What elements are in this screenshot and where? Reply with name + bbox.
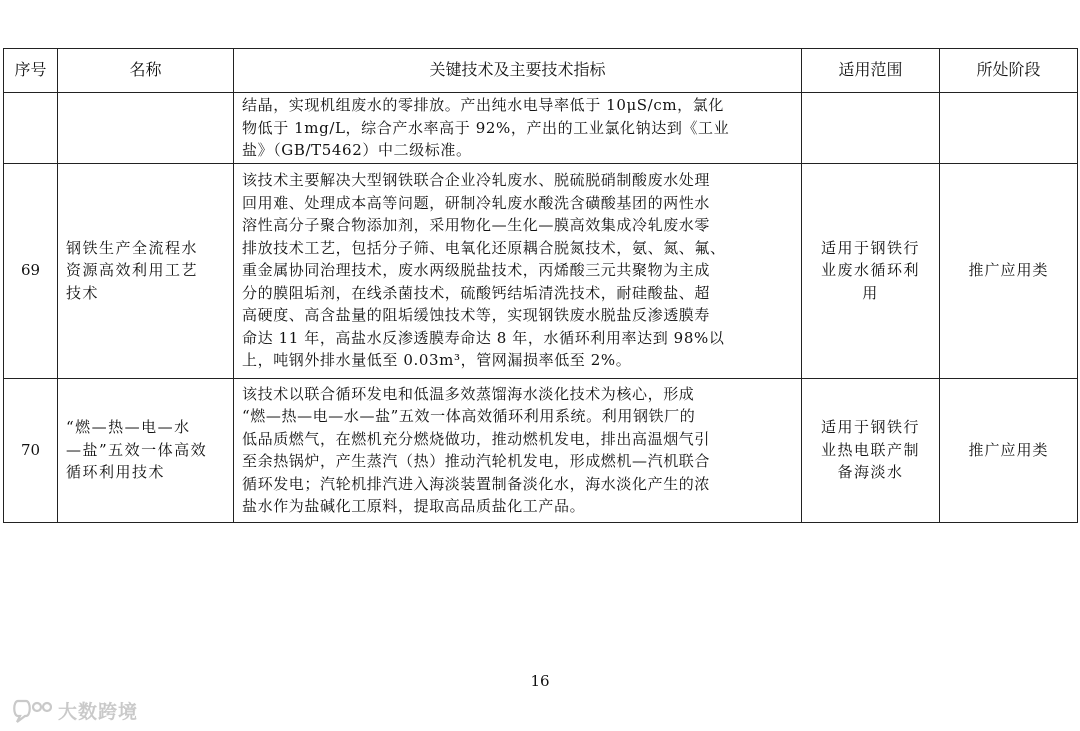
page-number: 16 <box>530 672 550 690</box>
description-line: 物低于 1mg/L，综合产水率高于 92%，产出的工业氯化钠达到《工业 <box>242 118 730 137</box>
technology-name <box>58 378 234 522</box>
application-scope <box>802 163 940 378</box>
watermark <box>12 697 138 724</box>
description-line: 低品质燃气，在燃机充分燃烧做功，推动燃机发电，排出高温烟气引 <box>242 429 711 448</box>
description-line: 结晶，实现机组废水的零排放。产出纯水电导率低于 10μS/cm，氯化 <box>242 96 724 114</box>
description-line: 至余热锅炉，产生蒸汽（热）推动汽轮机发电，形成燃机—汽机联合 <box>242 452 711 470</box>
scope-line: 备海淡水 <box>837 463 904 482</box>
technology-name <box>58 163 234 378</box>
row-number: 70 <box>4 378 58 522</box>
description-line: 该技术以联合循环发电和低温多效蒸馏海水淡化技术为核心，形成 <box>242 384 695 403</box>
technology-description <box>234 93 802 164</box>
description-line: 盐》（GB/T5462）中二级标准。 <box>242 141 472 159</box>
description-line: 溶性高分子聚合物添加剂，采用物化—生化—膜高效集成冷轧废水零 <box>242 216 711 235</box>
row-number <box>4 93 58 164</box>
application-scope <box>802 93 940 164</box>
technology-name-line: 技术 <box>66 283 100 302</box>
description-line: 盐水作为盐碱化工原料，提取高品质盐化工产品。 <box>242 497 586 515</box>
application-scope <box>802 378 940 522</box>
development-stage: 推广应用类 <box>940 163 1078 378</box>
description-line: “燃—热—电—水—盐”五效一体高效循环利用系统。利用钢铁厂的 <box>242 407 696 425</box>
description-line: 循环发电；汽轮机排汽进入海淡装置制备淡化水，海水淡化产生的浓 <box>242 474 711 493</box>
row-number: 69 <box>4 163 58 378</box>
technology-description <box>234 163 802 378</box>
technology-table <box>3 48 1078 523</box>
technology-name-line: 循环利用技术 <box>66 463 166 482</box>
scope-line: 适用于钢铁行 <box>820 418 920 437</box>
header-name: 名称 <box>58 49 234 93</box>
technology-name-line: 资源高效利用工艺 <box>66 261 199 280</box>
table-row <box>4 378 1078 522</box>
description-line: 回用难、处理成本高等问题，研制冷轧废水酸洗含磺酸基团的两性水 <box>242 193 711 212</box>
description-line: 分的膜阻垢剂，在线杀菌技术，硫酸钙结垢清洗技术，耐硅酸盐、超 <box>242 283 711 302</box>
development-stage: 推广应用类 <box>940 378 1078 522</box>
description-line: 上，吨钢外排水量低至 0.03m³，管网漏损率低至 2%。 <box>242 351 632 370</box>
description-line: 高硬度、高含盐量的阻垢缓蚀技术等，实现钢铁废水脱盐反渗透膜寿 <box>242 306 711 325</box>
table-row <box>4 93 1078 164</box>
header-scope: 适用范围 <box>802 49 940 93</box>
header-number: 序号 <box>4 49 58 93</box>
scope-line: 适用于钢铁行 <box>820 238 920 257</box>
technology-name <box>58 93 234 164</box>
description-line: 排放技术工艺，包括分子筛、电氧化还原耦合脱氮技术，氨、氮、氟、 <box>242 238 726 257</box>
technology-name-line: “燃—热—电—水 <box>66 418 191 437</box>
description-line: 命达 11 年，高盐水反渗透膜寿命达 8 年，水循环利用率达到 98%以 <box>242 328 725 347</box>
scope-line: 业热电联产制 <box>820 440 920 459</box>
development-stage <box>940 93 1078 164</box>
header-description: 关键技术及主要技术指标 <box>234 49 802 93</box>
watermark-text: 大数跨境 <box>58 701 139 723</box>
table-header-row <box>4 49 1078 93</box>
header-stage: 所处阶段 <box>940 49 1078 93</box>
technology-name-line: 钢铁生产全流程水 <box>66 238 199 257</box>
scope-line: 业废水循环利 <box>820 261 920 280</box>
scope-line: 用 <box>862 283 879 302</box>
technology-name-line: —盐”五效一体高效 <box>66 440 208 459</box>
table-row <box>4 163 1078 378</box>
description-line: 该技术主要解决大型钢铁联合企业冷轧废水、脱硫脱硝制酸废水处理 <box>242 171 711 190</box>
technology-description <box>234 378 802 522</box>
chat-bubble-logo-icon <box>12 698 52 724</box>
description-line: 重金属协同治理技术，废水两级脱盐技术，丙烯酸三元共聚物为主成 <box>242 261 711 280</box>
